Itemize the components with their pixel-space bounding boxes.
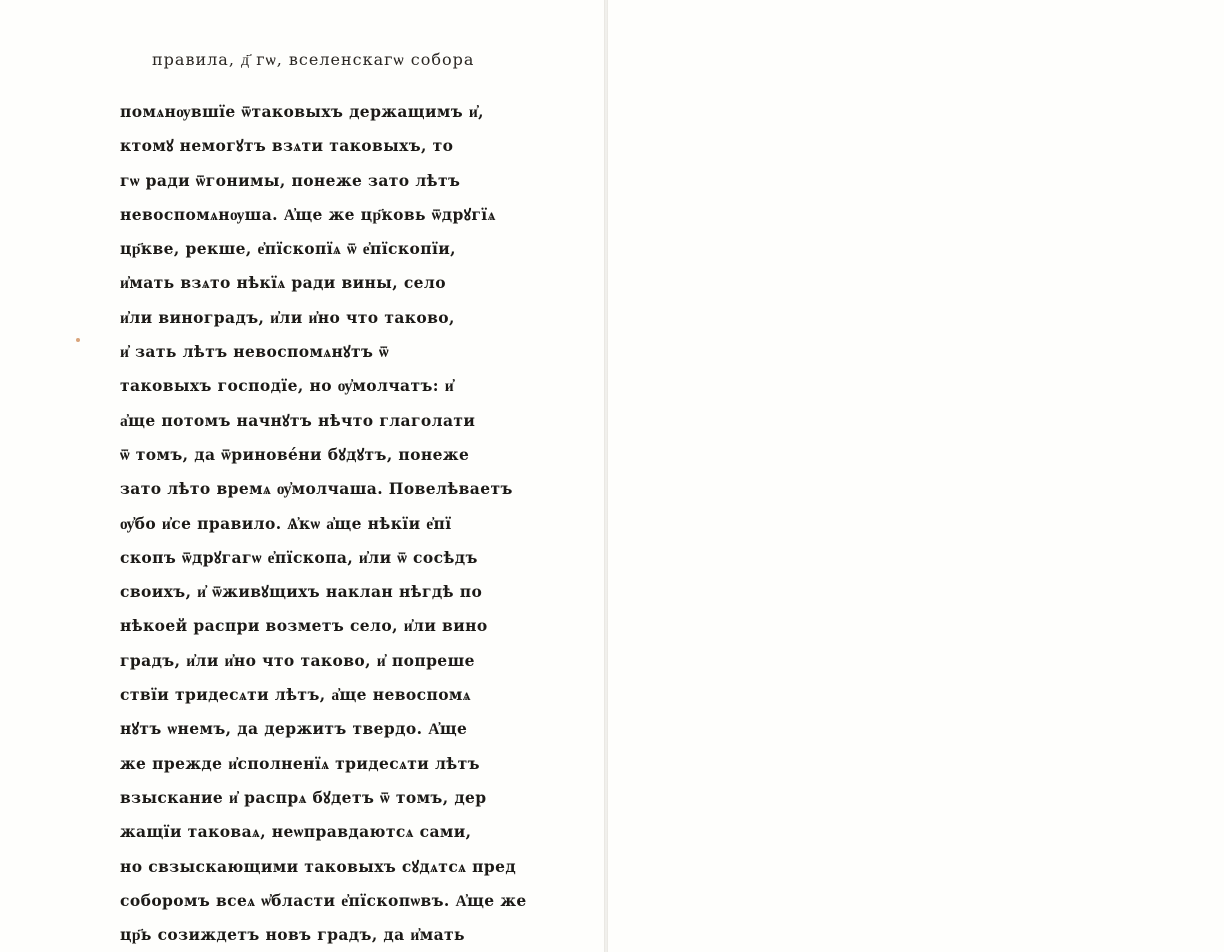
text-line: но свзыскающими таковыхъ сꙋдѧтсѧ пред <box>120 856 517 876</box>
text-line: нѣкоей распри возметъ село, и҆ли вино <box>120 616 488 636</box>
text-line: таковыхъ господїе, но ѹ҆молчатъ: и҆ <box>120 376 455 396</box>
text-line: своихъ, и҆ ѿживꙋщихъ наклан нѣгдѣ по <box>120 582 483 602</box>
text-line: ѿ томъ, да ѿринове́ни бꙋдꙋтъ, понеже <box>120 444 470 464</box>
text-line: зато лѣто времѧ ѹ҆молчаша. Повелѣваетъ <box>120 479 513 499</box>
text-line: невоспомѧнѹша. А҆ще же цр҃ковь ѿдрꙋгїѧ <box>120 204 496 224</box>
ink-speck <box>76 338 80 342</box>
text-line: гѡ ради ѿгонимы, понеже зато лѣтъ <box>120 170 461 190</box>
text-line: ѹ҆бо и҆се правило. Ѧ҆кѡ а҆ще нѣкїи е҆пї <box>120 513 452 533</box>
text-line: цр҃кве, рекше, е҆пїскопїѧ ѿ е҆пїскопїи, <box>120 239 456 259</box>
text-line: и҆мать взѧто нѣкїѧ ради вины, село <box>120 273 446 293</box>
text-line: же прежде и҆сполненїѧ тридесѧти лѣтъ <box>120 753 480 773</box>
text-line: цр҃ь созиждетъ новъ градъ, да и҆мать <box>120 925 465 945</box>
text-line: и҆ли виноградъ, и҆ли и҆но что таково, <box>120 307 455 327</box>
left-text-block <box>120 95 560 952</box>
text-line: ствїи тридесѧти лѣтъ, а҆ще невоспомѧ <box>120 685 471 705</box>
text-line: нꙋтъ ѡнемъ, да держитъ твердо. А҆ще <box>120 719 468 739</box>
text-line: помѧнѹвшїе ѿтаковыхъ держащимъ и҆, <box>120 102 484 121</box>
text-line: градъ, и҆ли и҆но что таково, и҆ попреше <box>120 650 475 670</box>
text-line: а҆ще потомъ начнꙋтъ нѣчто глаголати <box>120 410 476 430</box>
text-line: ктомꙋ немогꙋтъ взѧти таковыхъ, то <box>120 136 454 156</box>
text-line: скопъ ѿдрꙋгагѡ е҆пїскопа, и҆ли ѿ сосѣдъ <box>120 547 478 567</box>
left-running-head: правила, д҃ гѡ, вселенскагѡ собора <box>152 50 475 69</box>
right-page <box>608 0 1224 952</box>
left-page <box>0 0 606 952</box>
text-line: и҆ зать лѣтъ невоспомѧнꙋтъ ѿ <box>120 342 390 362</box>
text-line: соборомъ всеѧ ѡ҆бласти е҆пїскопѡвъ. А҆ще же <box>120 890 527 910</box>
text-line: взыскание и҆ распрѧ бꙋдетъ ѿ томъ, дер <box>120 787 487 807</box>
text-line: жащїи таковаѧ, неѡправдаютсѧ сами, <box>120 822 472 842</box>
